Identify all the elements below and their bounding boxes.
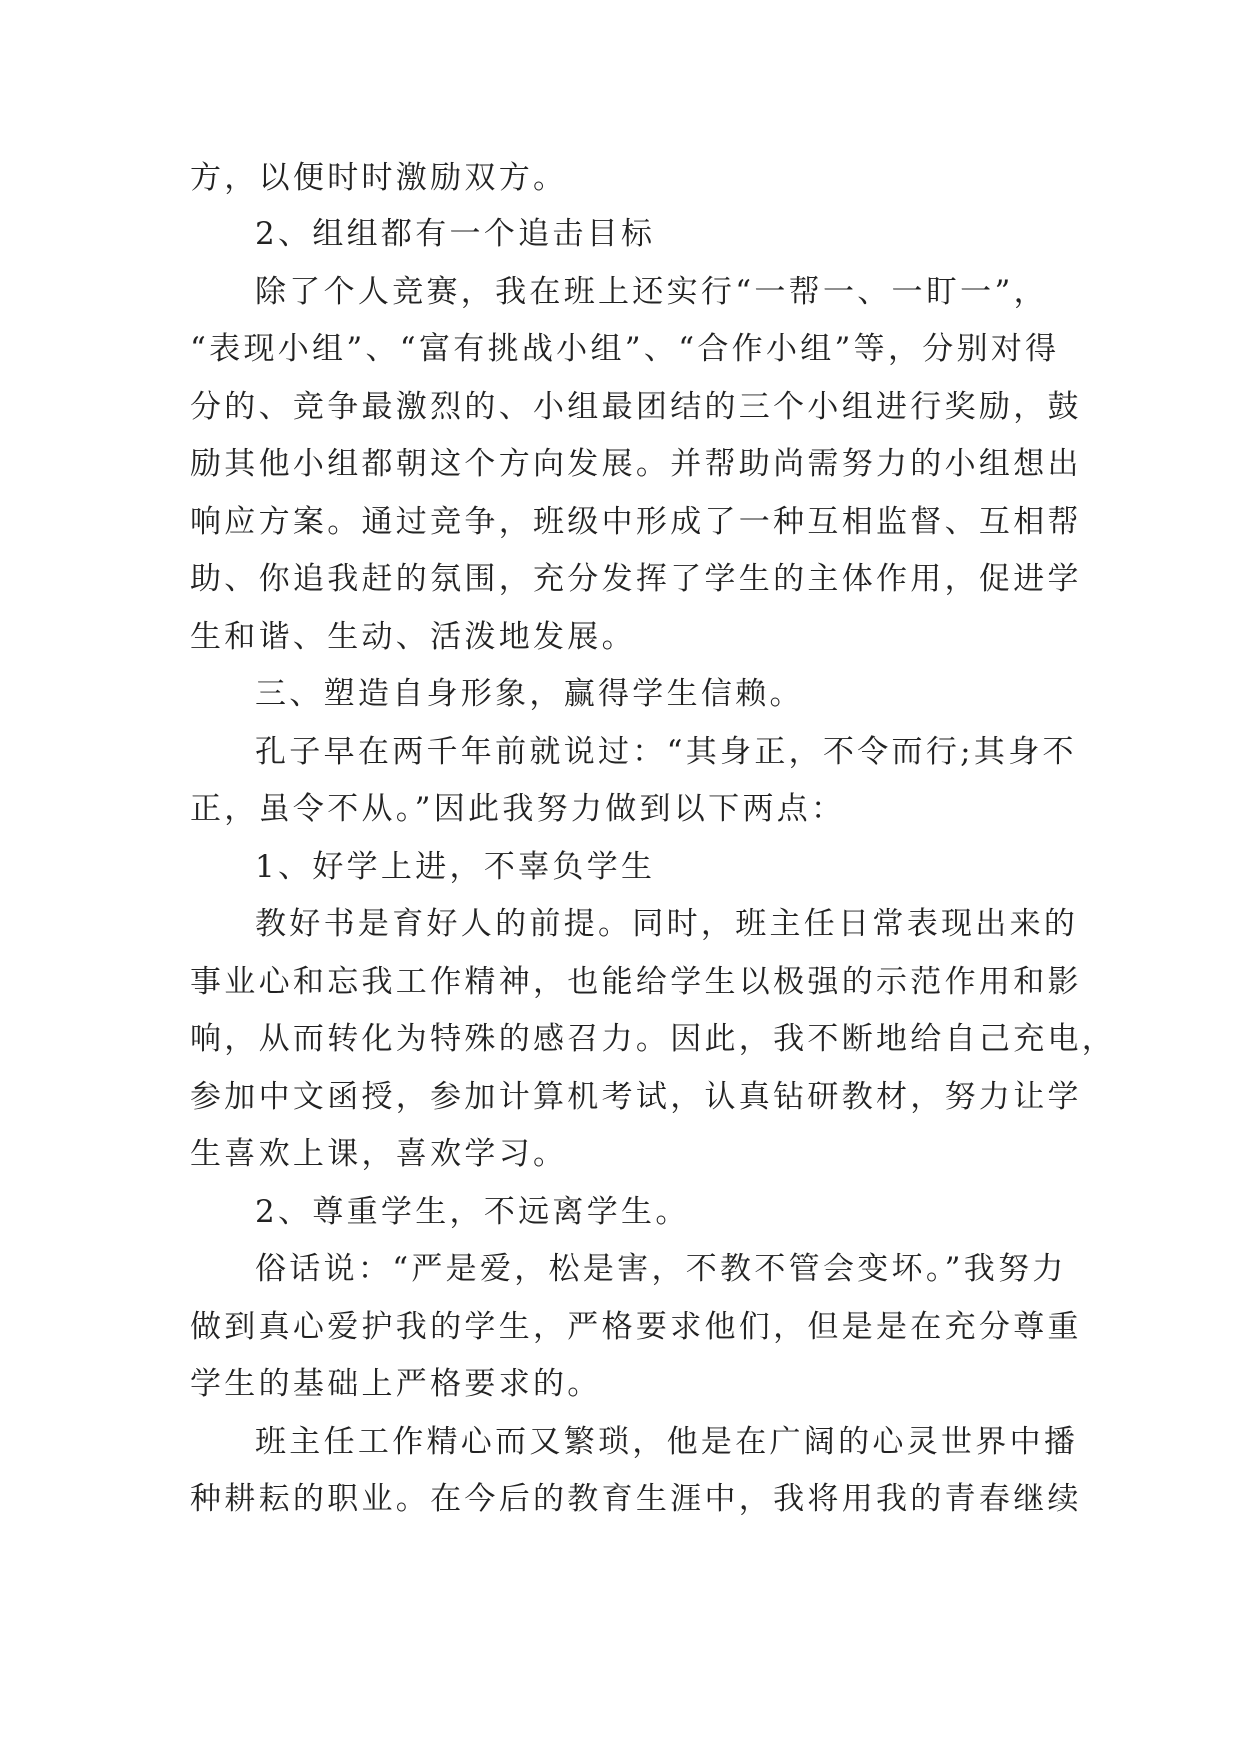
text-line: 事业心和忘我工作精神，也能给学生以极强的示范作用和影 xyxy=(190,964,1082,1000)
text-line: 生和谐、生动、活泼地发展。 xyxy=(190,619,636,655)
text-line: 教好书是育好人的前提。同时，班主任日常表现出来的 xyxy=(255,906,1079,942)
text-line: 响应方案。通过竞争，班级中形成了一种互相监督、互相帮 xyxy=(190,504,1082,540)
text-line: “表现小组”、“富有挑战小组”、“合作小组”等，分别对得 xyxy=(190,331,1060,367)
text-line: 参加中文函授，参加计算机考试，认真钻研教材，努力让学 xyxy=(190,1079,1082,1115)
subheading: 1、好学上进，不辜负学生 xyxy=(255,849,656,885)
section-heading: 三、塑造自身形象，赢得学生信赖。 xyxy=(255,676,804,712)
text-line: 除了个人竞赛，我在班上还实行“一帮一、一盯一”， xyxy=(255,274,1048,310)
text-line: 孔子早在两千年前就说过：“其身正，不令而行;其身不 xyxy=(255,734,1077,770)
subheading: 2、尊重学生，不远离学生。 xyxy=(255,1194,690,1230)
text-line: 响，从而转化为特殊的感召力。因此，我不断地给自己充电， xyxy=(190,1021,1117,1057)
subheading: 2、组组都有一个追击目标 xyxy=(255,216,656,252)
text-line: 班主任工作精心而又繁琐，他是在广阔的心灵世界中播 xyxy=(255,1424,1079,1460)
text-line: 学生的基础上严格要求的。 xyxy=(190,1366,602,1402)
text-line: 正，虽令不从。”因此我努力做到以下两点： xyxy=(190,791,846,827)
text-line: 方，以便时时激励双方。 xyxy=(190,160,568,196)
text-line: 做到真心爱护我的学生，严格要求他们，但是是在充分尊重 xyxy=(190,1309,1082,1345)
text-line: 生喜欢上课，喜欢学习。 xyxy=(190,1136,568,1172)
text-line: 助、你追我赶的氛围，充分发挥了学生的主体作用，促进学 xyxy=(190,561,1082,597)
text-line: 励其他小组都朝这个方向发展。并帮助尚需努力的小组想出 xyxy=(190,446,1082,482)
text-line: 种耕耘的职业。在今后的教育生涯中，我将用我的青春继续 xyxy=(190,1481,1082,1517)
text-line: 俗话说：“严是爱，松是害，不教不管会变坏。”我努力 xyxy=(255,1251,1067,1287)
text-line: 分的、竞争最激烈的、小组最团结的三个小组进行奖励，鼓 xyxy=(190,389,1082,425)
